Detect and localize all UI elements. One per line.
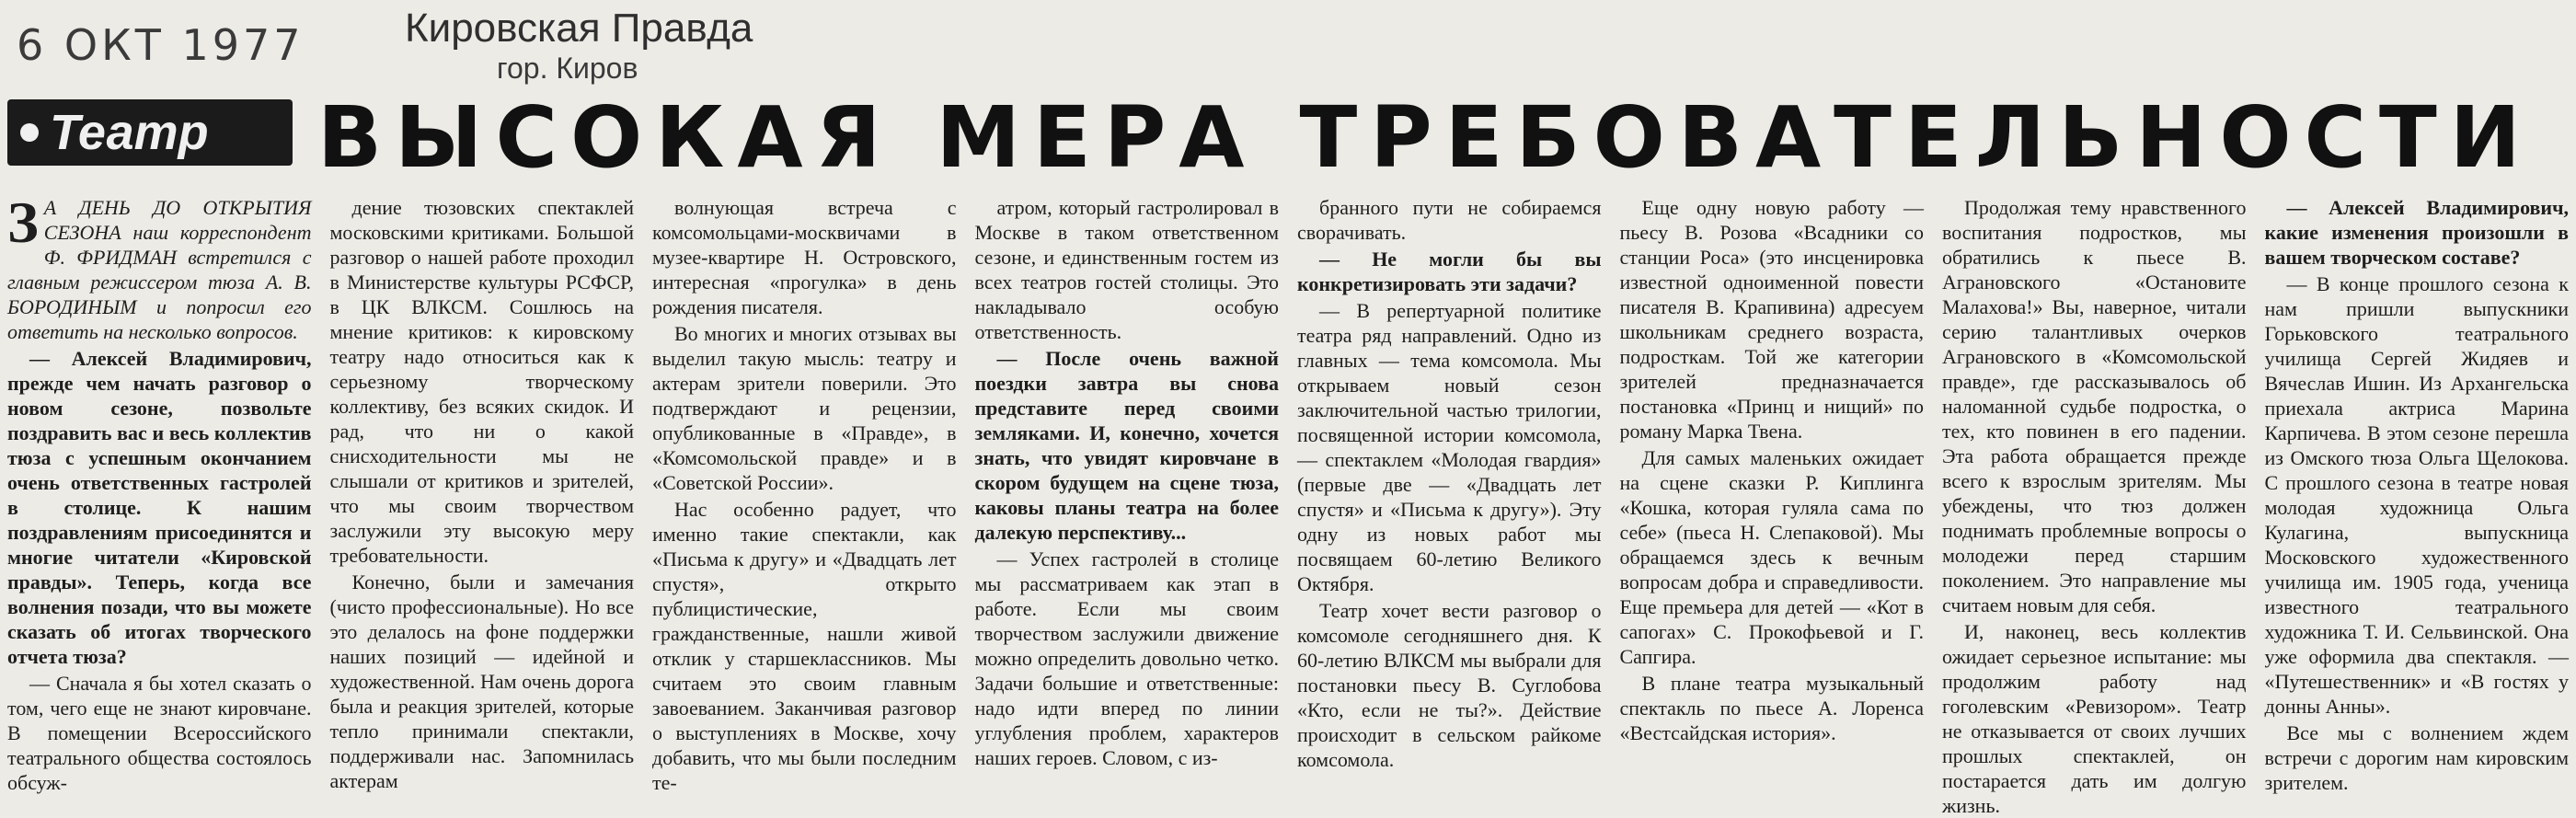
paragraph: Еще одну новую работу — пьесу В. Розова «Всадники со станции Роса» (это инсценировка известной одноименной повести писателя В. Крапивина) адресуем школьникам среднего возраста, подросткам. Той же категории зрителей предназначается постановка «Принц и нищий» по роману Марка Твена. — [1619, 196, 1924, 443]
question-2: — После очень важной поездки завтра вы снова представите перед своими земляками. И, конечно, хочется знать, что увидят кировчане в скором будущем на сцене тюза, каковы планы театра на более далекую перспективу... — [974, 347, 1279, 544]
paragraph: бранного пути не собираемся сворачивать. — [1297, 196, 1602, 244]
paragraph: Все мы с волнением ждем встречи с дорогим нам кировским зрителем. — [2264, 721, 2569, 794]
paragraph: Нас особенно радует, что именно такие спектакли, как «Письма к другу» и «Двадцать лет спустя», открыто публицистические, гражданственные, нашли живой отклик у старшеклассников. Мы считаем это своим главным завоеванием. Заканчивая разговор о выступлениях в Москве, хочу добавить, что мы были последним те- — [652, 498, 957, 794]
rubric-text: Театр — [50, 105, 209, 160]
answer-1: — Сначала я бы хотел сказать о том, чего еще не знают кировчане. В помещении Всероссийского театрального общества состоялось обсуж- — [7, 672, 312, 794]
column-6 — [1620, 195, 1925, 752]
question-3: — Не могли бы вы конкретизировать эти задачи? — [1297, 248, 1602, 295]
question-4: — Алексей Владимирович, какие изменения произошли в вашем творческом составе? — [2264, 196, 2569, 269]
city-stamp: гор. Киров — [497, 52, 638, 85]
paragraph: дение тюзовских спектаклей московскими критиками. Большой разговор о нашей работе проходил в Министерстве культуры РСФСР, в ЦК ВЛКСМ. Сошлюсь на мнение критиков: к кировскому театру надо относиться как к серьезному творческому коллективу, без всяких скидок. И рад, что ни о какой снисходительности мы не слышали от критиков и зрителей, что мы своим творчеством заслужили эту высокую меру требовательности. — [329, 196, 634, 567]
answer-2: — Успех гастролей в столице мы рассматриваем как этап в работе. Если мы своим творчеством заслужили движение можно определить довольно четко. Задачи большие и ответственные: надо идти вперед по линии углубления проблем, характеров наших героев. Словом, с из- — [974, 547, 1279, 769]
article-body — [7, 190, 2569, 817]
paragraph: волнующая встреча с комсомольцами-москвичами в музее-квартире Н. Островского, интересная «прогулка» в день рождения писателя. — [652, 196, 957, 318]
column-3 — [652, 195, 957, 794]
paragraph: В плане театра музыкальный спектакль по пьесе А. Лоренса «Вестсайдская история». — [1619, 672, 1924, 744]
newspaper-name-stamp: Кировская Правда — [405, 6, 753, 51]
question-1: — Алексей Владимирович, прежде чем начать разговор о новом сезоне, позвольте поздравить вас и весь коллектив тюза с успешным окончанием очень ответственных гастролей в столице. К нашим поздравлениям присоединятся и многие читатели «Кировской правды». Теперь, когда все волнения позади, что вы можете сказать об итогах творческого отчета тюза? — [7, 347, 312, 668]
column-8 — [2264, 195, 2570, 794]
article-intro — [7, 190, 312, 344]
paragraph: Во многих и многих отзывах вы выделил такую мысль: театру и актерам зрители поверили. Это подтверждают и рецензии, опубликованные в «Правде», в «Комсомольской правде» и в «Советской России». — [652, 322, 957, 494]
answer-3: — В репертуарной политике театра ряд направлений. Одно из главных — тема комсомола. Мы открываем новый сезон заключительной частью трилогии, посвященной истории комсомола, — спектаклем «Молодая гвардия» (первые две — «Двадцать лет спустя» и «Письма к другу»). Эту одну из новых работ мы посвящаем 60-летию Великого Октября. — [1297, 299, 1602, 595]
paragraph: Для самых маленьких ожидает на сцене сказки Р. Киплинга «Кошка, которая гуляла сама по себе» (пьеса Н. Слепаковой). Мы обращаемся здесь к вечным вопросам добра и справедливости. Еще премьера для детей — «Кот в сапогах» С. Прокофьевой и Г. Сапгира. — [1619, 446, 1924, 668]
answer-4: — В конце прошлого сезона к нам пришли выпускники Горьковского театрального училища Сергей Жидяев и Вячеслав Ишин. Из Архангельска приехала актриса Марина Карпичева. В этом сезоне перешла из Омского тюза Ольга Щелокова. С прошлого сезона в театре новая молодая художница Ольга Кулагина, выпускница Московского художественного училища им. 1905 года, ученица известного театрального художника Т. И. Сельвинской. Она уже оформила два спектакля. — «Путешественник» и «В гостях у донны Анны». — [2264, 272, 2569, 718]
paragraph: Продолжая тему нравственного воспитания подростков, мы обратились к пьесе В. Аграновского «Остановите Малахова!» Вы, наверное, читали серию талантливых очерков Аграновского в «Комсомольской правде», где рассказывалось об наломанной судьбе подростка, о тех, кто повинен в его падении. Эта работа обращается прежде всего к взрослым зрителям. Мы убеждены, что тюз должен поднимать проблемные вопросы о молодежи перед старшим поколением. Это направление мы считаем новым для себя. — [1942, 196, 2247, 616]
rubric-label — [7, 99, 293, 166]
article-headline: ВЫСОКАЯ МЕРА ТРЕБОВАТЕЛЬНОСТИ — [317, 88, 2534, 187]
column-7 — [1942, 195, 2247, 817]
paragraph: Театр хочет вести разговор о комсомоле сегодняшнего дня. К 60-летию ВЛКСМ мы выбрали для постановки пьесу В. Суглобова «Кто, если не ты?». Действие происходит в сельском райкоме комсомола. — [1297, 599, 1602, 771]
column-1 — [7, 190, 312, 794]
paragraph: И, наконец, весь коллектив ожидает серьезное испытание: мы продолжим работу над гоголевским «Ревизором». Театр не отказывается от своих лучших прошлых спектаклей, он постарается дать им долгую жизнь. — [1942, 620, 2247, 817]
intro-text: А ДЕНЬ ДО ОТКРЫТИЯ СЕЗОНА наш корреспондент Ф. ФРИДМАН встретился с главным режиссером тюза А. В. БОРОДИНЫМ и попросил его ответить на несколько вопросов. — [7, 196, 312, 343]
column-4 — [974, 195, 1280, 769]
date-stamp: 6 ОКТ 1977 — [17, 20, 305, 70]
column-5 — [1297, 195, 1602, 771]
bullet-icon — [20, 123, 39, 142]
drop-cap: З — [7, 190, 39, 255]
paragraph: атром, который гастролировал в Москве в таком ответственном сезоне, и единственным гостем из всех театров гостей столицы. Это накладывало особую ответственность. — [974, 196, 1279, 343]
column-2 — [329, 195, 635, 792]
paragraph: Конечно, были и замечания (чисто профессиональные). Но все это делалось на фоне поддержки наших позиций — идейной и художественной. Нам очень дорога была и реакция зрителей, которые тепло принимали спектакли, поддерживали нас. Запомнилась актерам — [329, 570, 634, 792]
